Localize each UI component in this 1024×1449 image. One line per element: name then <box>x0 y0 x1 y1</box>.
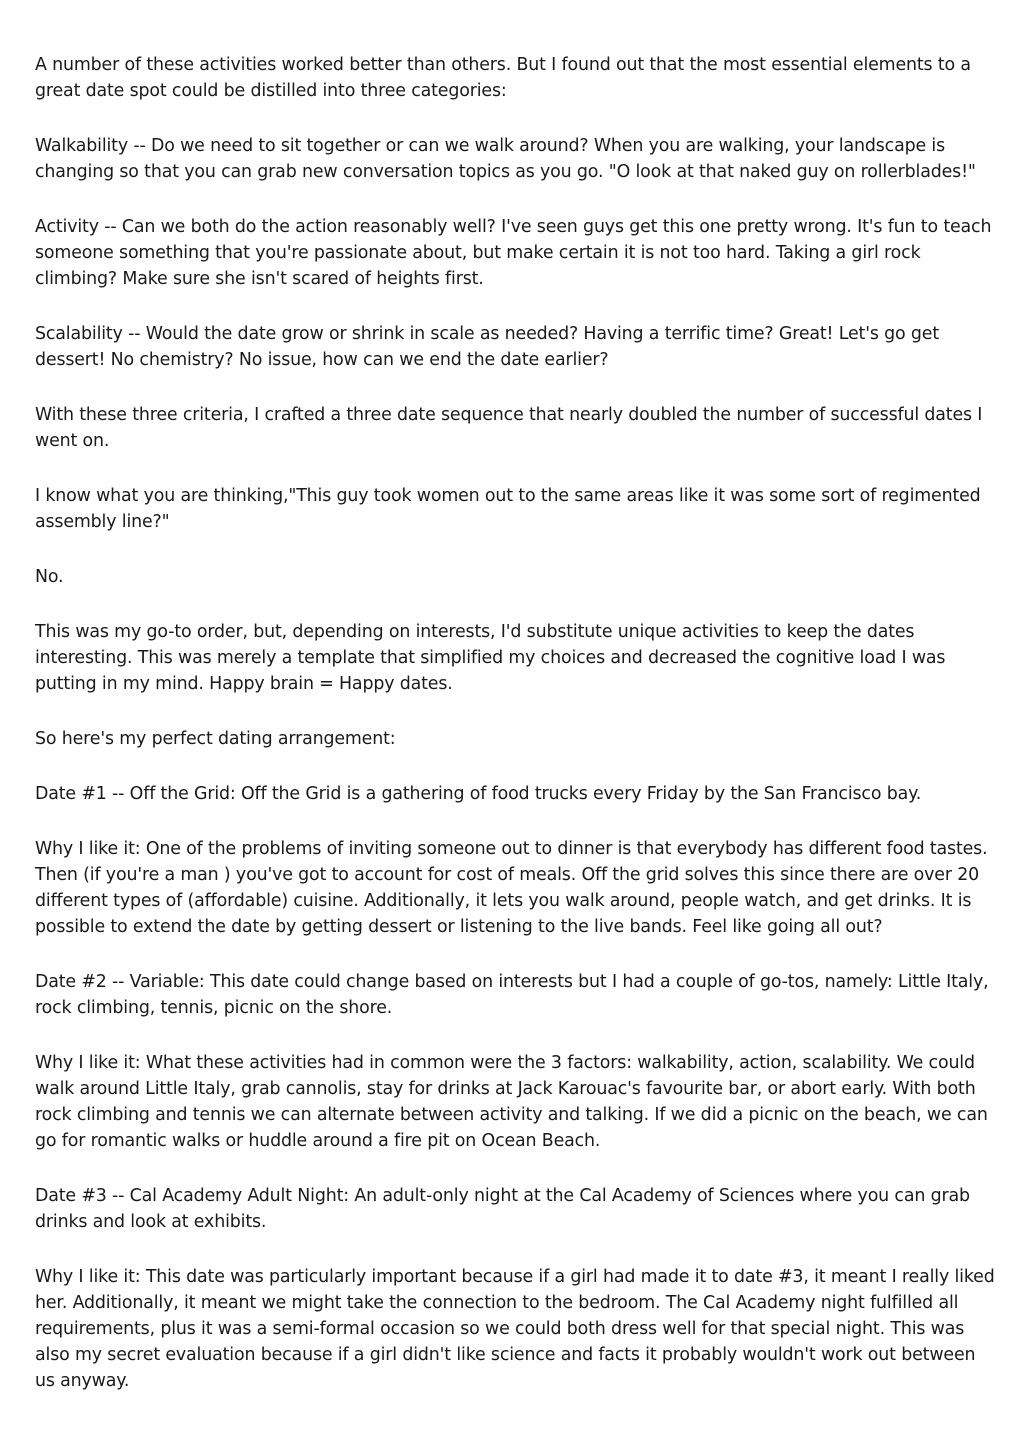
paragraph-scalability: Scalability -- Would the date grow or shrink in scale as needed? Having a terrific time? Great! Let's go get dessert! No chemistry? No issue, how can we end the date earlier? <box>35 324 939 370</box>
paragraph-date-1: Date #1 -- Off the Grid: Off the Grid is a gathering of food trucks every Friday by the San Francisco bay. <box>35 784 922 804</box>
paragraph-criteria: With these three criteria, I crafted a three date sequence that nearly doubled the number of successful dates I went on. <box>35 405 983 451</box>
paragraph-go-to-order: This was my go-to order, but, depending on interests, I'd substitute unique activities to keep the dates interesting. This was merely a template that simplified my choices and decreased the cognitive load I was putting in my mind. Happy brain = Happy dates. <box>35 622 946 694</box>
paragraph-date-2: Date #2 -- Variable: This date could change based on interests but I had a couple of go-tos, namely: Little Italy, rock climbing, tennis, picnic on the shore. <box>35 972 989 1018</box>
paragraph-date-3: Date #3 -- Cal Academy Adult Night: An adult-only night at the Cal Academy of Sciences where you can grab drinks and look at exhibits. <box>35 1186 970 1232</box>
paragraph-date-3-why: Why I like it: This date was particularly important because if a girl had made it to date #3, it meant I really liked her. Additionally, it meant we might take the connection to the bedroom. The Cal Academy night fulfilled all requirements, plus it was a semi-formal occasion so we could both dress well for that special night. This was also my secret evaluation because if a girl didn't like science and facts it probably wouldn't work out between us anyway. <box>35 1267 995 1391</box>
paragraph-no: No. <box>35 567 64 587</box>
paragraph-walkability: Walkability -- Do we need to sit together or can we walk around? When you are walking, your landscape is changing so that you can grab new conversation topics as you go. "O look at that naked guy on rollerblades!" <box>35 136 976 182</box>
paragraph-thinking: I know what you are thinking,"This guy took women out to the same areas like it was some sort of regimented assembly line?" <box>35 486 981 532</box>
document-body <box>35 52 995 1423</box>
paragraph-arrangement: So here's my perfect dating arrangement: <box>35 729 396 749</box>
paragraph-date-1-why: Why I like it: One of the problems of inviting someone out to dinner is that everybody has different food tastes. Then (if you're a man ) you've got to account for cost of meals. Off the grid solves this since there are over 20 different types of (affordable) cuisine. Additionally, it lets you walk around, people watch, and get drinks. It is possible to extend the date by getting dessert or listening to the live bands. Feel like going all out? <box>35 839 988 937</box>
paragraph-intro: A number of these activities worked better than others. But I found out that the most essential elements to a great date spot could be distilled into three categories: <box>35 55 971 101</box>
paragraph-activity: Activity -- Can we both do the action reasonably well? I've seen guys get this one pretty wrong. It's fun to teach someone something that you're passionate about, but make certain it is not too hard. Taking a girl rock climbing? Make sure she isn't scared of heights first. <box>35 217 992 289</box>
paragraph-date-2-why: Why I like it: What these activities had in common were the 3 factors: walkability, action, scalability. We could walk around Little Italy, grab cannolis, stay for drinks at Jack Karouac's favourite bar, or abort early. With both rock climbing and tennis we can alternate between activity and talking. If we did a picnic on the beach, we can go for romantic walks or huddle around a fire pit on Ocean Beach. <box>35 1053 988 1151</box>
